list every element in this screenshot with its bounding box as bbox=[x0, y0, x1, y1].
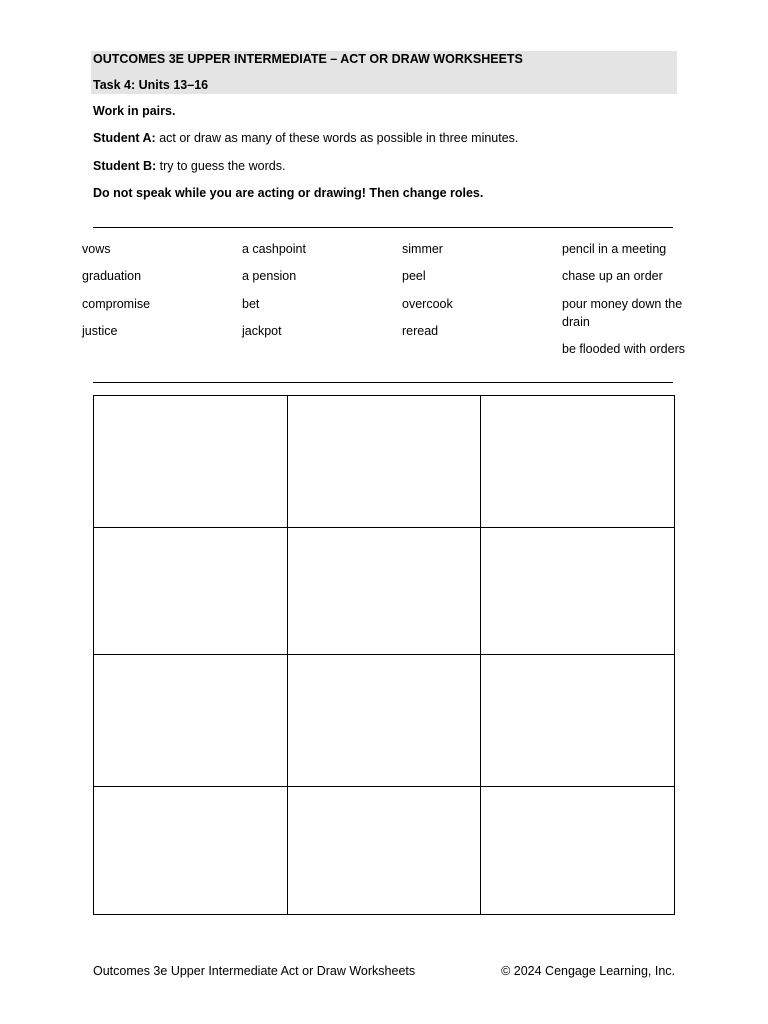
word-item: vows bbox=[82, 242, 111, 256]
drawing-cell bbox=[287, 528, 481, 655]
student-a-label: Student A: bbox=[93, 131, 156, 145]
drawing-cell bbox=[287, 396, 481, 528]
word-item: a pension bbox=[242, 269, 297, 283]
drawing-cell bbox=[481, 528, 675, 655]
student-a-text: act or draw as many of these words as possible in three minutes. bbox=[155, 131, 519, 145]
word-item: a cashpoint bbox=[242, 242, 306, 256]
footer-title: Outcomes 3e Upper Intermediate Act or Draw Worksheets bbox=[93, 964, 416, 978]
word-item: pour money down the drain bbox=[562, 297, 683, 329]
task-subtitle: Task 4: Units 13–16 bbox=[93, 78, 209, 92]
word-item: justice bbox=[82, 324, 118, 338]
drawing-cell bbox=[94, 528, 288, 655]
drawing-cell bbox=[481, 396, 675, 528]
word-item: bet bbox=[242, 297, 260, 311]
drawing-cell bbox=[481, 787, 675, 915]
worksheet-title: OUTCOMES 3E UPPER INTERMEDIATE – ACT OR DRAW WORKSHEETS bbox=[93, 52, 523, 66]
word-item: overcook bbox=[402, 297, 453, 311]
word-item: compromise bbox=[82, 297, 151, 311]
instruction-student-b bbox=[93, 159, 285, 173]
drawing-cell bbox=[481, 655, 675, 787]
word-item: be flooded with orders bbox=[562, 342, 685, 356]
drawing-cell bbox=[287, 787, 481, 915]
drawing-cell bbox=[94, 396, 288, 528]
drawing-cell bbox=[94, 787, 288, 915]
word-item: reread bbox=[402, 324, 439, 338]
footer-copyright: © 2024 Cengage Learning, Inc. bbox=[501, 964, 675, 978]
word-item: pencil in a meeting bbox=[562, 242, 667, 256]
word-item: graduation bbox=[82, 269, 142, 283]
word-item: jackpot bbox=[242, 324, 282, 338]
word-item: peel bbox=[402, 269, 426, 283]
drawing-cell bbox=[94, 655, 288, 787]
student-b-text: try to guess the words. bbox=[156, 159, 286, 173]
instruction-warning: Do not speak while you are acting or drawing! Then change roles. bbox=[93, 186, 484, 200]
top-divider bbox=[93, 227, 673, 228]
word-item: chase up an order bbox=[562, 269, 663, 283]
drawing-cell bbox=[287, 655, 481, 787]
bottom-divider bbox=[93, 382, 673, 383]
word-item: simmer bbox=[402, 242, 443, 256]
instruction-student-a bbox=[93, 131, 518, 145]
drawing-grid bbox=[93, 395, 675, 915]
student-b-label: Student B: bbox=[93, 159, 157, 173]
instruction-pairs: Work in pairs. bbox=[93, 104, 176, 118]
